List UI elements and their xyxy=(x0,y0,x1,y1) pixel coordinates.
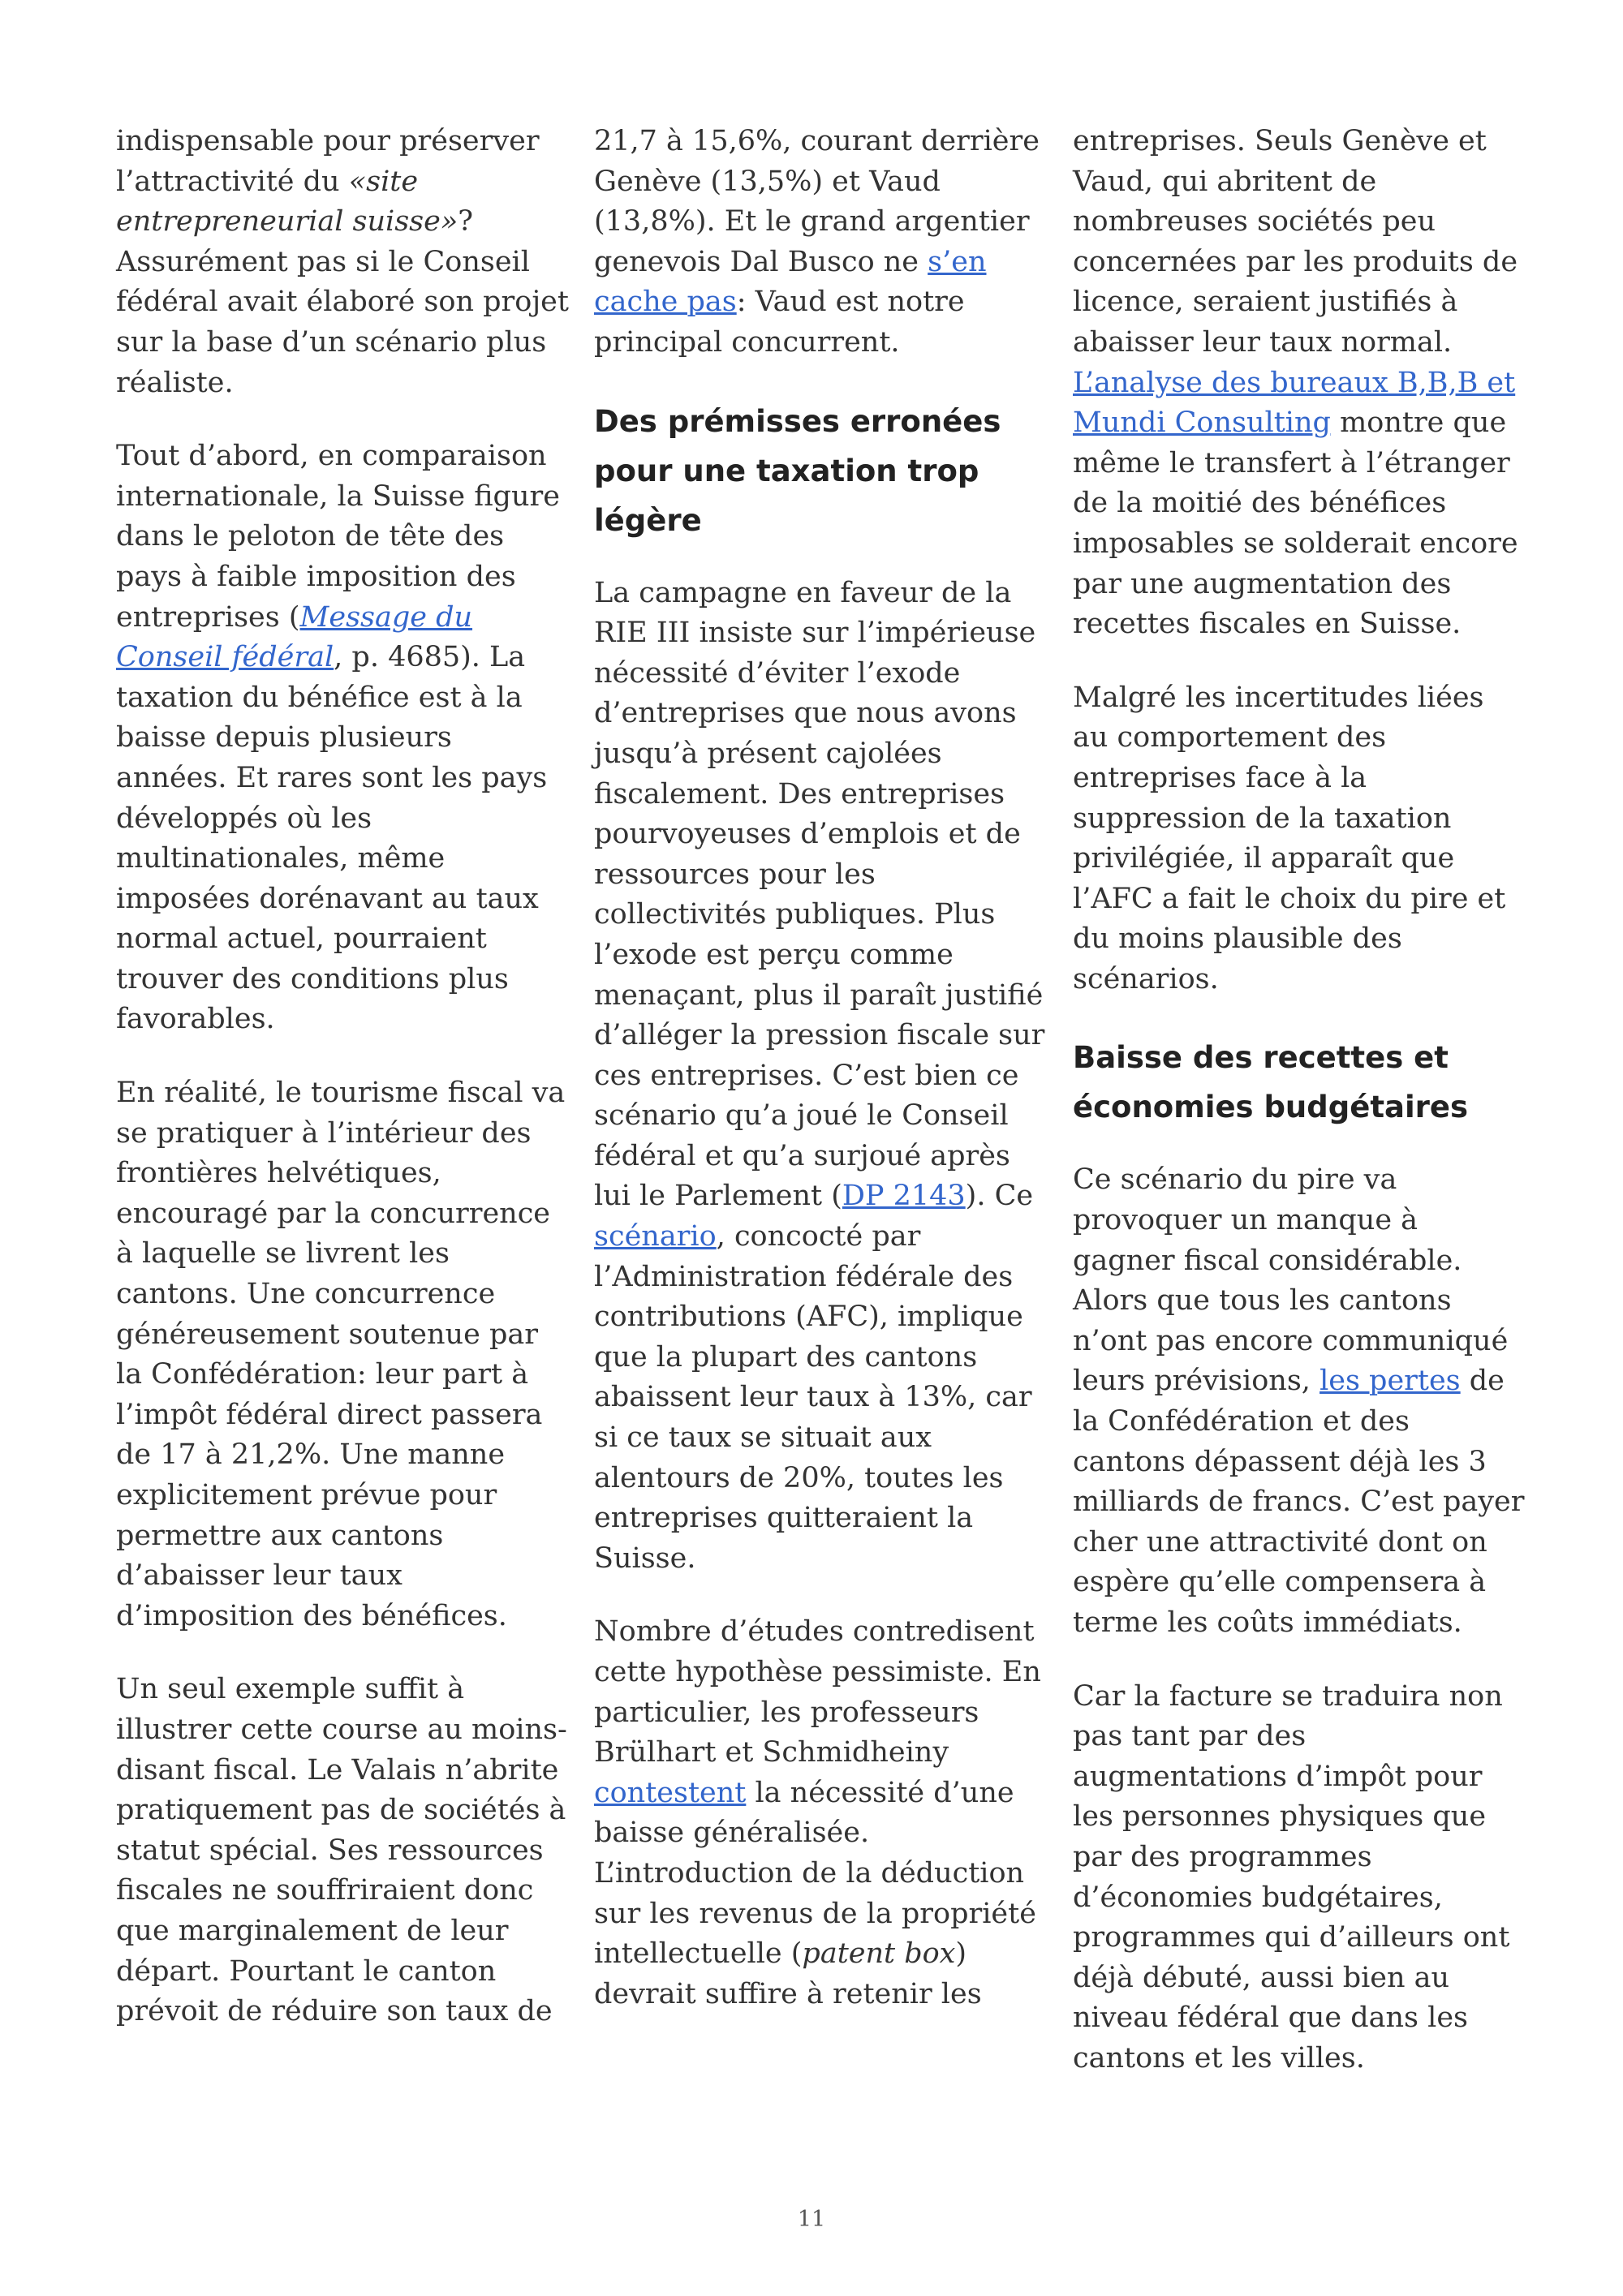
paragraph: Malgré les incertitudes liées au comportement des entreprises face à la suppression de la taxation privilégiée, il apparaît que l’AFC a fait le choix du pire et du moins plausible des scénarios. xyxy=(1073,681,1506,995)
paragraph: En réalité, le tourisme fiscal va se pratiquer à l’intérieur des frontières helvétiques, encouragé par la concurrence à laquelle se livrent les cantons. Une concurrence généreusement soutenue par la Confédération: leur part à l’impôt fédéral direct passera de 17 à 21,2%. Une manne explicitement prévue pour permettre aux cantons d’abaisser leur taux d’imposition des bénéfices. xyxy=(116,1077,566,1632)
link-contestent[interactable]: contestent xyxy=(594,1776,747,1809)
link-sen-cache-pas[interactable]: s’en cache pas xyxy=(594,245,987,319)
emphasis: patent box xyxy=(802,1937,956,1971)
section-heading: Des prémisses erronées pour une taxation trop légère xyxy=(594,403,1001,538)
column-1 xyxy=(116,122,570,2066)
link-dp-2143[interactable]: DP 2143 xyxy=(842,1180,966,1213)
paragraph: 21,7 à 15,6%, courant derrière Genève (13,5%) et Vaud (13,8%). Et le grand argentier genevois Dal Busco ne s’en cache pas: Vaud est notre principal concurrent. xyxy=(594,125,1040,359)
paragraph: Ce scénario du pire va provoquer un manque à gagner fiscal considérable. Alors que tous les cantons n’ont pas encore communiqué leurs prévisions, les pertes de la Confédération et des cantons dépassent déjà les 3 milliards de francs. C’est payer cher une attractivité dont on espère qu’elle compensera à terme les coûts immédiats. xyxy=(1073,1163,1525,1639)
column-2 xyxy=(594,122,1048,2048)
page-number: 11 xyxy=(797,2207,826,2232)
link-message-conseil-federal[interactable]: Message du Conseil fédéral xyxy=(116,600,473,674)
paragraph: Un seul exemple suffit à illustrer cette course au moins-disant fiscal. Le Valais n’abrite pratiquement pas de sociétés à statut spécial. Ses ressources fiscales ne souffriraient donc que marginalement de leur départ. Pourtant le canton prévoit de réduire son taux de xyxy=(116,1673,567,2028)
paragraph: indispensable pour préserver l’attractivité du «site entrepreneurial suisse»? Assurément pas si le Conseil fédéral avait élaboré son projet sur la base d’un scénario plus réaliste. xyxy=(116,125,569,399)
link-les-pertes[interactable]: les pertes xyxy=(1319,1365,1461,1398)
paragraph: La campagne en faveur de la RIE III insiste sur l’impérieuse nécessité d’éviter l’exode d’entreprises que nous avons jusqu’à présent cajolées fiscalement. Des entreprises pourvoyeuses d’emplois et de ressources pour les collectivités publiques. Plus l’exode est perçu comme menaçant, plus il paraît justifié d’alléger la pression fiscale sur ces entreprises. C’est bien ce scénario qu’a joué le Conseil fédéral et qu’a surjoué après lui le Parlement (DP 2143). Ce scénario, concocté par l’Administration fédérale des contributions (AFC), implique que la plupart des cantons abaissent leur taux à 13%, car si ce taux se situait aux alentours de 20%, toutes les entreprises quitteraient la Suisse. xyxy=(594,576,1045,1575)
paragraph: entreprises. Seuls Genève et Vaud, qui abritent de nombreuses sociétés peu concernées par les produits de licence, seraient justifiés à abaisser leur taux normal. L’analyse des bureaux B,B,B et Mundi Consulting montre que même le transfert à l’étranger de la moitié des bénéfices imposables se solderait encore par une augmentation des recettes fiscales en Suisse. xyxy=(1073,125,1518,641)
paragraph: Nombre d’études contredisent cette hypothèse pessimiste. En particulier, les professeurs Brülhart et Schmidheiny contestent la nécessité d’une baisse généralisée. L’introduction de la déduction sur les revenus de la propriété intellectuelle (patent box) devrait suffire à retenir les xyxy=(594,1615,1041,2010)
column-3 xyxy=(1073,122,1527,2113)
link-analyse-bureaux[interactable]: L’analyse des bureaux B,B,B et Mundi Consulting xyxy=(1073,366,1516,440)
link-scenario[interactable]: scénario xyxy=(594,1220,717,1253)
paragraph: Tout d’abord, en comparaison internationale, la Suisse figure dans le peloton de tête des pays à faible imposition des entreprises (Message du Conseil fédéral, p. 4685). La taxation du bénéfice est à la baisse depuis plusieurs années. Et rares sont les pays développés où les multinationales, même imposées dorénavant au taux normal actuel, pourraient trouver des conditions plus favorables. xyxy=(116,440,560,1036)
paragraph: Car la facture se traduira non pas tant par des augmentations d’impôt pour les personnes physiques que par des programmes d’économies budgétaires, programmes qui d’ailleurs ont déjà débuté, aussi bien au niveau fédéral que dans les cantons et les villes. xyxy=(1073,1679,1510,2075)
emphasis: «site entrepreneurial suisse» xyxy=(116,165,458,239)
section-heading: Baisse des recettes et économies budgétaires xyxy=(1073,1040,1469,1125)
